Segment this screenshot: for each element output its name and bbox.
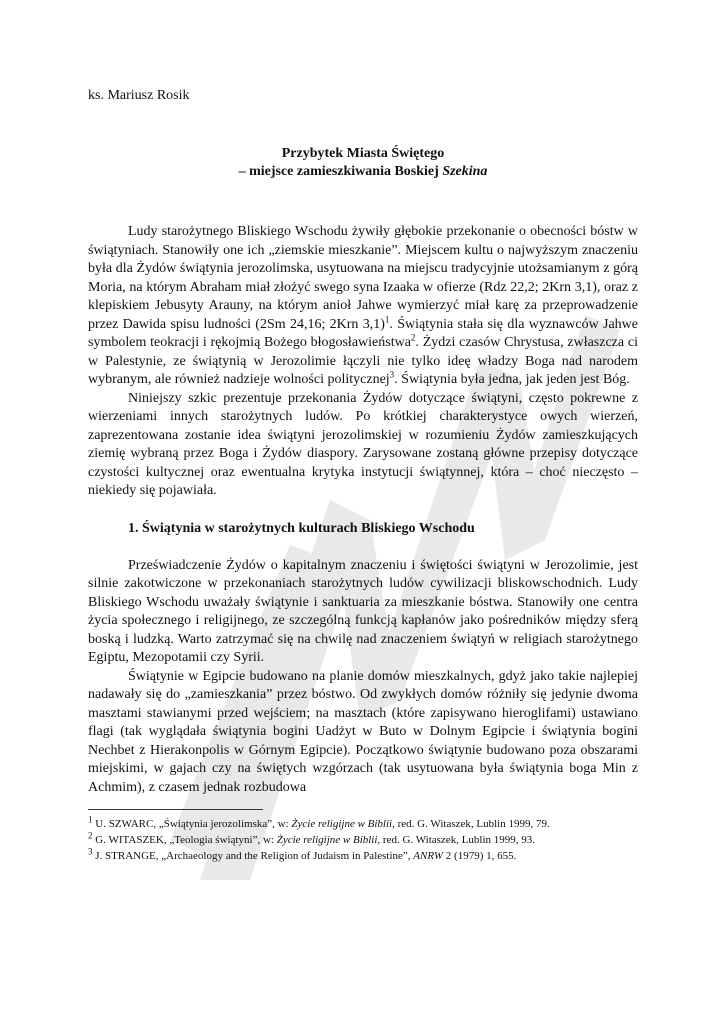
- title-italic-word: Szekina: [442, 164, 488, 179]
- footnote-1: $^1$ U. SZWARC, „Świątynia jerozolimska”, w: Życie religijne w Biblii, red. G. Witaszek, Lublin 1999, 79.: [88, 814, 550, 830]
- footnote-3: $^3$ J. STRANGE, „Archaeology and the Religion of Judaism in Palestine”, ANRW 2 (1979) 1, 655.: [88, 846, 517, 862]
- intro-paragraph-1: Ludy starożytnego Bliskiego Wschodu żywiły głębokie przekonanie o obecności bóstw w świątyniach. Stanowiły one ich „ziemskie mieszkanie”. Miejscem kultu o najwyższym znaczeniu była dla Żydów świątynia jerozolimska, usytuowana na miejscu tradycyjnie utożsamianym z górą Moria, na którym Abraham miał złożyć swego syna Izaaka w ofierze (Rdz 22,2; 2Krn 3,1), oraz z klepiskiem Jebusyty Arauny, na którym anioł Jahwe wymierzyć miał karę za przeprowadzenie przez Dawida spisu ludności (2Sm 24,16; 2Krn 3,1)$^1$. Świątynia stała się dla wyznawców Jahwe symbolem teokracji i rękojmią Bożego błogosławieństwa$^2$. Żydzi czasów Chrystusa, zwłaszcza ci w Palestynie, ze świątynią w Jerozolimie łączyli nie tylko ideę władzy Boga nad narodem wybranym, ale również nadzieje wolności politycznej$^3$. Świątynia była jedna, jak jeden jest Bóg.: [88, 224, 638, 387]
- document-title: [88, 145, 638, 181]
- title-line-1: Przybytek Miasta Świętego: [281, 146, 445, 161]
- author-line: ks. Mariusz Rosik: [88, 88, 190, 103]
- section1-paragraph-1: Przeświadczenie Żydów o kapitalnym znaczeniu i świętości świątyni w Jerozolimie, jest silnie zakotwiczone w przekonaniach starożytnych ludów cywilizacji bliskowschodnich. Ludy Bliskiego Wschodu uważały świątynie i sanktuaria za mieszkanie bóstwa. Stanowiły one centra życia społecznego i religijnego, ze szczególną funkcją kapłanów jako pośredników między sferą boską i ludzką. Warto zatrzymać się na chwilę nad znaczeniem świątyń w religiach starożytnego Egiptu, Mezopotamii czy Syrii.: [88, 557, 638, 665]
- footnote-separator: [88, 809, 263, 810]
- intro-paragraph-2: Niniejszy szkic prezentuje przekonania Żydów dotyczące świątyni, często pokrewne z wierzeniami innych starożytnych ludów. Po krótkiej charakterystyce owych wierzeń, zaprezentowana zostanie idea świątyni jerozolimskiej w rozumieniu Żydów zamieszkujących ziemię wybraną przez Boga i Żydów diaspory. Zarysowane zostaną główne przepisy dotyczące czystości kultycznej oraz ewentualna krytyka instytucji świątynnej, która – choć nieczęsto – niekiedy się pojawiała.: [88, 390, 638, 498]
- footnote-ref-2[interactable]: 2: [410, 332, 416, 343]
- footnote-ref-1[interactable]: 1: [384, 313, 390, 324]
- title-line-2: – miejsce zamieszkiwania Boskiej Szekina: [238, 164, 488, 179]
- section-heading-1: 1. Świątynia w starożytnych kulturach Bliskiego Wschodu: [128, 520, 475, 536]
- section1-paragraph-2: Świątynie w Egipcie budowano na planie domów mieszkalnych, gdyż jako takie najlepiej nadawały się do „zamieszkania” przez bóstwo. Od zwykłych domów różniły się jedynie dwoma masztami stawianymi przed wejściem; na masztach (które zapisywano hieroglifami) ustawiano flagi (tak wyglądała świątynia bogini Uadżyt w Buto w Dolnym Egipcie i świątynia bogini Nechbet z Hierakonpolis w Górnym Egipcie). Początkowo świątynie budowano poza obszarami miejskimi, w gajach czy na świętych wzgórzach (tak usytuowana była świątynia boga Min z Achmim), z czasem jednak rozbudowa: [88, 668, 638, 795]
- footnote-2: $^2$ G. WITASZEK, „Teologia świątyni”, w: Życie religijne w Biblii, red. G. Witaszek, Lublin 1999, 93.: [88, 830, 536, 846]
- document-page: [88, 88, 638, 864]
- footnote-ref-3[interactable]: 3: [389, 369, 395, 380]
